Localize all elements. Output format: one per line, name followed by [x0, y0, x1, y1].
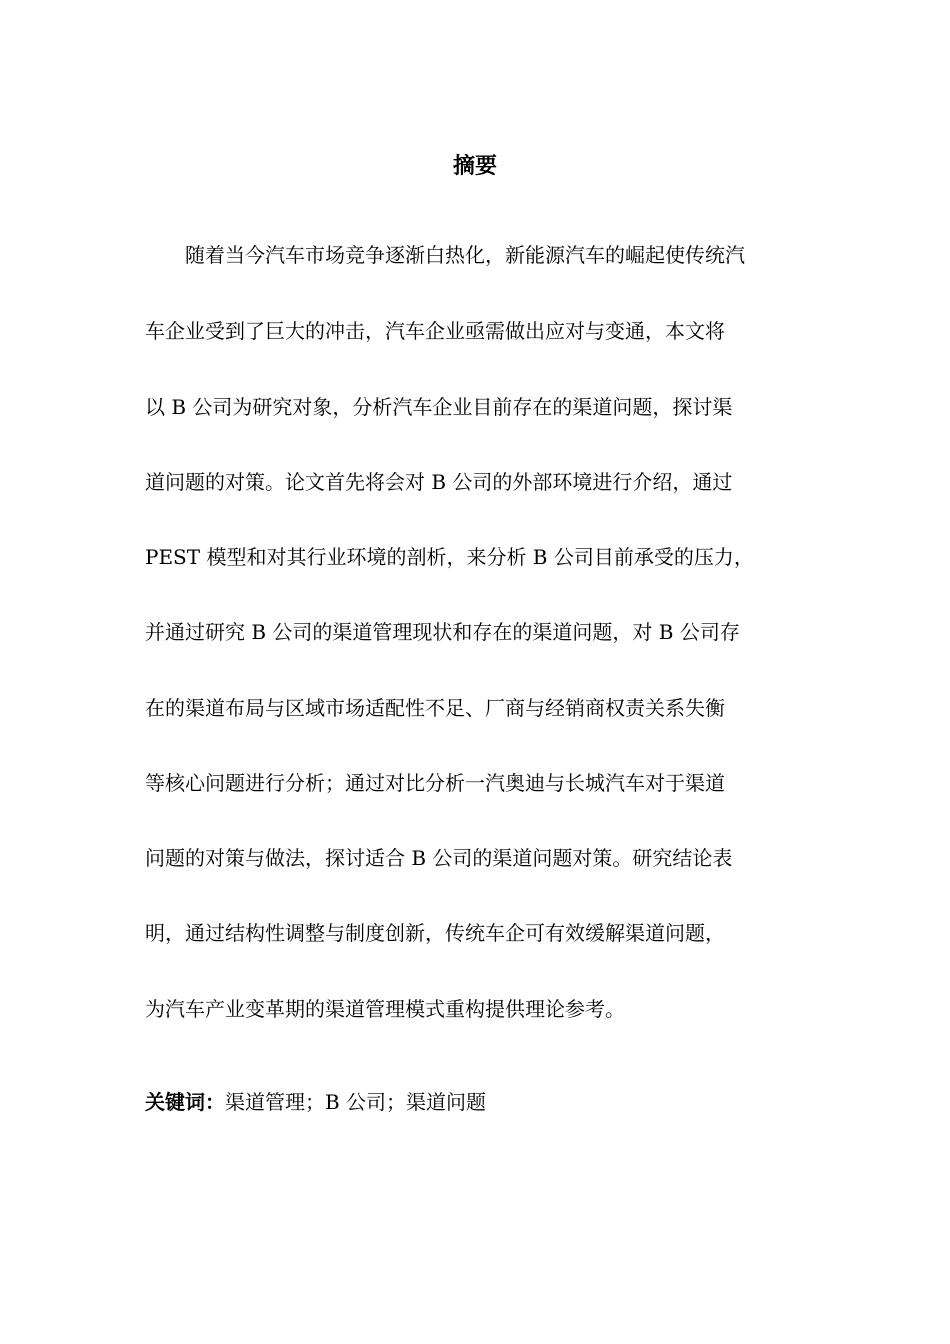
keywords-value: 渠道管理；B 公司；渠道问题	[225, 1090, 487, 1114]
abstract-line: 道问题的对策。论文首先将会对 B 公司的外部环境进行介绍，通过	[145, 470, 733, 494]
abstract-line: 随着当今汽车市场竞争逐渐白热化，新能源汽车的崛起使传统汽	[145, 243, 745, 267]
abstract-line: 在的渠道布局与区域市场适配性不足、厂商与经销商权责关系失衡	[145, 696, 725, 720]
abstract-line: 并通过研究 B 公司的渠道管理现状和存在的渠道问题，对 B 公司存	[145, 620, 740, 644]
abstract-line: 等核心问题进行分析；通过对比分析一汽奥迪与长城汽车对于渠道	[145, 771, 725, 795]
keywords-label: 关键词：	[145, 1090, 225, 1114]
abstract-title: 摘要	[452, 154, 497, 179]
abstract-line: 明，通过结构性调整与制度创新，传统车企可有效缓解渠道问题，	[145, 921, 725, 945]
abstract-line: 问题的对策与做法，探讨适合 B 公司的渠道问题对策。研究结论表	[145, 846, 733, 870]
keywords-line	[145, 1087, 486, 1117]
abstract-line: PEST 模型和对其行业环境的剖析，来分析 B 公司目前承受的压力，	[145, 545, 754, 569]
abstract-line: 车企业受到了巨大的冲击，汽车企业亟需做出应对与变通，本文将	[145, 319, 725, 343]
abstract-line: 为汽车产业变革期的渠道管理模式重构提供理论参考。	[145, 997, 625, 1021]
abstract-line: 以 B 公司为研究对象，分析汽车企业目前存在的渠道问题，探讨渠	[145, 395, 733, 419]
